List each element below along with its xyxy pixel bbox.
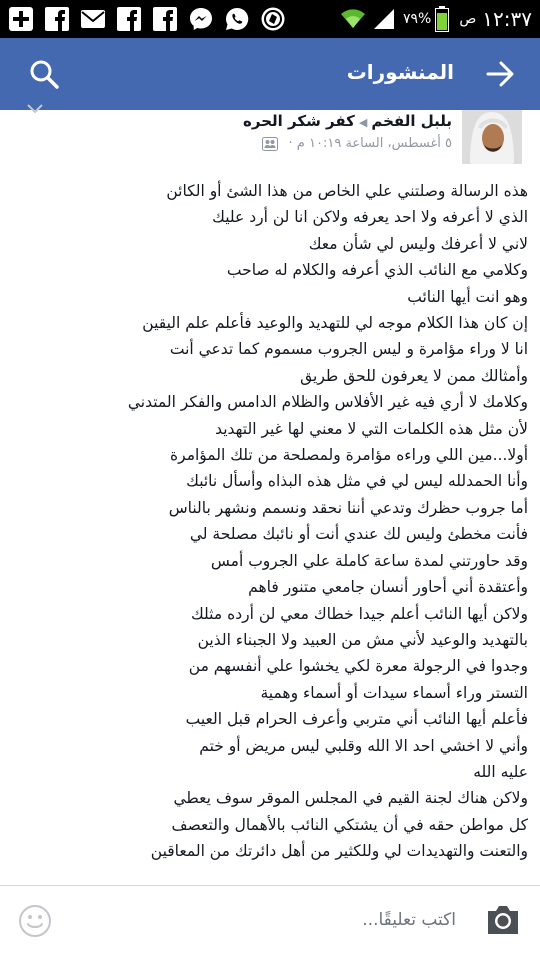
- battery-percent: ٧٩%: [402, 11, 432, 27]
- post-text-line: وكلامي مع النائب الذي أعرفه والكلام له صاحب: [226, 261, 528, 280]
- post-text-line: كل مواطن حقه في أن يشتكي النائب بالأهمال والتعصف: [171, 815, 528, 834]
- facebook-icon: [152, 6, 178, 32]
- post-target-group[interactable]: كفر شكر الحره: [243, 112, 355, 130]
- search-icon[interactable]: [28, 58, 60, 90]
- post-text-line: وأني لا اخشي احد الا الله وقلبي ليس مريض أو ختم: [199, 736, 528, 755]
- post-text-line: ولاكن أيها النائب أعلم جيدا خطاك معي لن أرده مثلك: [190, 604, 528, 623]
- post-body: [10, 178, 528, 865]
- group-audience-icon: [262, 137, 278, 151]
- messenger-icon: [188, 6, 214, 32]
- post-meta: [262, 136, 452, 151]
- chevron-down-icon[interactable]: [26, 102, 44, 116]
- post-header: [0, 110, 540, 170]
- post-text-line: وكلامك لا أري فيه غير الأفلاس والظلام الدامس والفكر المتدني: [127, 393, 528, 412]
- post-author[interactable]: بلبل الفخم: [371, 112, 452, 130]
- post-text-line: وجدوا في الرجولة معرة لكي يخشوا علي أنفسهم من: [188, 657, 528, 676]
- post-text-line: وأنا الحمدلله ليس لي في مثل هذه البذاه وأسأل نائبك: [186, 472, 528, 491]
- page-title: المنشورات: [346, 60, 454, 84]
- smiley-icon[interactable]: [18, 904, 52, 938]
- comment-bar: [0, 885, 540, 960]
- post-text-line: لاني لا أعرفك وليس لي شأن معك: [308, 234, 528, 253]
- facebook-icon: [44, 6, 70, 32]
- comment-input[interactable]: اكتب تعليقًا...: [362, 910, 456, 930]
- post-text-line: والتعنت والتهديدات لي وللكثير من أهل دائرتك من المعاقين: [150, 842, 528, 861]
- back-arrow-icon[interactable]: [484, 58, 516, 90]
- status-ampm: ص: [459, 11, 477, 27]
- battery-icon: [435, 6, 449, 32]
- plus-icon: [8, 6, 34, 32]
- post-text-line: فأنت مخطئ وليس لك عندي أنت أو نائبك مصلحة لي: [189, 525, 528, 544]
- app-bar: [0, 38, 540, 110]
- post-text-line: أما جروب حظرك وتدعي أننا نحقد ونسمم ونشهر بالناس: [168, 498, 528, 517]
- post-text-line: التستر وراء أسماء سيدات أو أسماء وهمية: [260, 683, 528, 702]
- status-bar-right: [339, 0, 540, 38]
- signal-icon: [373, 7, 395, 31]
- post-text-line: إن كان هذا الكلام موجه لي للتهديد والوعيد فأعلم علم اليقين: [142, 314, 528, 333]
- battery: [403, 6, 449, 32]
- post-text-line: فأعلم أيها النائب أني متربي وأعرف الحرام قبل العيب: [185, 710, 528, 729]
- facebook-icon: [116, 6, 142, 32]
- post-text-line: بالتهديد والوعيد لأني مش من العبيد ولا الجبناء الذين: [197, 630, 528, 649]
- status-bar: [0, 0, 540, 38]
- mail-icon: [80, 6, 106, 32]
- post-text-line: عليه الله: [473, 762, 528, 781]
- post-text-line: لأن مثل هذه الكلمات التي لا معني لها غير التهديد: [215, 419, 528, 438]
- arrow-icon: ◀: [358, 116, 368, 129]
- post-text-line: وأعتقدة أني أحاور أنسان جامعي متنور فاهم: [248, 578, 528, 597]
- status-time: ١٢:٣٧: [482, 7, 532, 31]
- wifi-icon: [339, 6, 367, 32]
- avatar[interactable]: [462, 110, 522, 164]
- post-text-line: وقد حاورتني لمدة ساعة كاملة علي الجروب أمس: [210, 551, 528, 570]
- post-timestamp[interactable]: ٥ أغسطس، الساعة ١٠:١٩ م ·: [288, 136, 452, 151]
- post-text-line: وأمثالك ممن لا يعرفون للحق طريق: [300, 366, 528, 385]
- post-text-line: ولاكن هناك لجنة القيم في المجلس الموقر سوف يعطي: [173, 789, 528, 808]
- post-text-line: انا لا وراء مؤامرة و ليس الجروب مسموم كما تدعي أنت: [169, 340, 528, 359]
- post-text-line: أولا...مين اللي وراءه مؤامرة ولمصلحة من تلك المؤامرة: [170, 446, 528, 465]
- browser-icon: [260, 6, 286, 32]
- camera-icon[interactable]: [484, 902, 522, 938]
- post-text-line: الذي لا أعرفه ولا احد يعرفه ولاكن انا لن أرد عليك: [212, 208, 528, 227]
- post-text-line: وهو انت أيها النائب: [407, 287, 528, 306]
- post-author-line: [243, 112, 452, 130]
- whatsapp-icon: [224, 6, 250, 32]
- post-text-line: هذه الرسالة وصلتني علي الخاص من هذا الشئ أو الكائن: [166, 182, 528, 200]
- avatar-image: [462, 110, 522, 164]
